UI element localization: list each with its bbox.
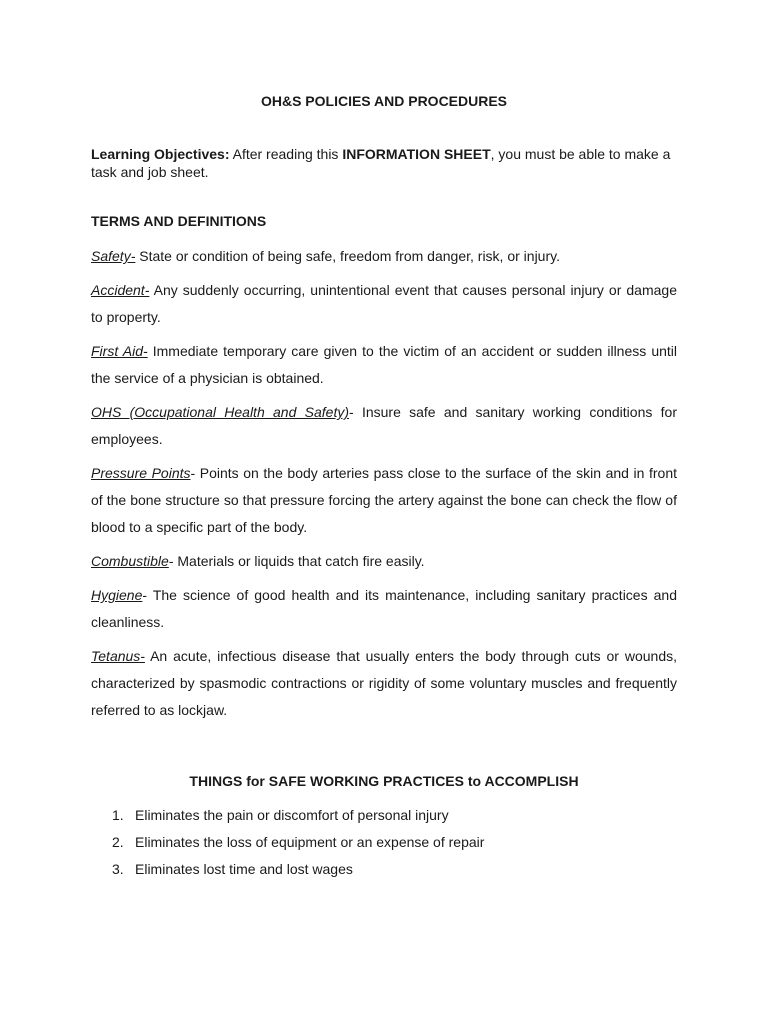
definition-term: Accident- xyxy=(91,282,150,298)
objectives-label: Learning Objectives: xyxy=(91,146,230,162)
definition-text: The science of good health and its maintenance, including sanitary practices and cleanliness. xyxy=(91,587,677,630)
definition-first-aid xyxy=(91,338,677,392)
definition-tetanus xyxy=(91,643,677,724)
definition-term: First Aid- xyxy=(91,343,148,359)
definition-text: Insure safe and sanitary working conditions for employees. xyxy=(91,404,677,447)
definition-text: An acute, infectious disease that usually enters the body through cuts or wounds, characterized by spasmodic contractions or rigidity of some voluntary muscles and frequently referred to as lockjaw. xyxy=(91,648,677,718)
page-title: OH&S POLICIES AND PROCEDURES xyxy=(260,93,508,109)
definition-text: Immediate temporary care given to the victim of an accident or sudden illness until the service of a physician is obtained. xyxy=(91,343,677,386)
definition-combustible xyxy=(91,548,677,575)
objectives-text-before: After reading this xyxy=(229,146,343,162)
terms-heading: TERMS AND DEFINITIONS xyxy=(91,213,267,229)
list-item-number: 1. xyxy=(112,807,124,823)
definition-term: Safety- xyxy=(91,248,136,264)
list-item-text: Eliminates lost time and lost wages xyxy=(135,861,353,877)
things-heading: THINGS for SAFE WORKING PRACTICES to ACCOMPLISH xyxy=(189,773,579,789)
definition-term: OHS (Occupational Health and Safety) xyxy=(91,404,349,420)
list-item-text: Eliminates the pain or discomfort of personal injury xyxy=(135,807,449,823)
definition-term: Tetanus- xyxy=(91,648,145,664)
list-item xyxy=(112,829,484,856)
learning-objectives xyxy=(91,145,677,181)
definition-hygiene xyxy=(91,582,677,636)
definition-sep: - xyxy=(142,587,148,603)
definition-sep: - xyxy=(349,404,354,420)
list-item xyxy=(112,856,484,883)
definitions-list xyxy=(91,243,677,731)
definition-sep: - xyxy=(190,465,196,481)
definition-sep: - xyxy=(168,553,174,569)
definition-text: State or condition of being safe, freedom from danger, risk, or injury. xyxy=(135,248,560,264)
definition-safety xyxy=(91,243,677,270)
definition-ohs xyxy=(91,399,677,453)
definition-term: Hygiene xyxy=(91,587,143,603)
list-item-number: 2. xyxy=(112,834,124,850)
list-item-number: 3. xyxy=(112,861,124,877)
definition-pressure-points xyxy=(91,460,677,541)
definition-term: Combustible xyxy=(91,553,169,569)
definition-term: Pressure Points xyxy=(91,465,191,481)
objectives-text-after: , you must be able to make a task and job sheet. xyxy=(91,146,671,180)
definition-text: Points on the body arteries pass close to the surface of the skin and in front of the bone structure so that pressure forcing the artery against the bone can check the flow of blood to a specific part of the body. xyxy=(91,465,677,535)
list-item xyxy=(112,802,484,829)
things-list xyxy=(112,802,484,883)
definition-text: Any suddenly occurring, unintentional event that causes personal injury or damage to property. xyxy=(91,282,677,325)
list-item-text: Eliminates the loss of equipment or an expense of repair xyxy=(135,834,485,850)
definition-accident xyxy=(91,277,677,331)
definition-text: Materials or liquids that catch fire easily. xyxy=(173,553,425,569)
objectives-highlight: INFORMATION SHEET xyxy=(342,146,491,162)
